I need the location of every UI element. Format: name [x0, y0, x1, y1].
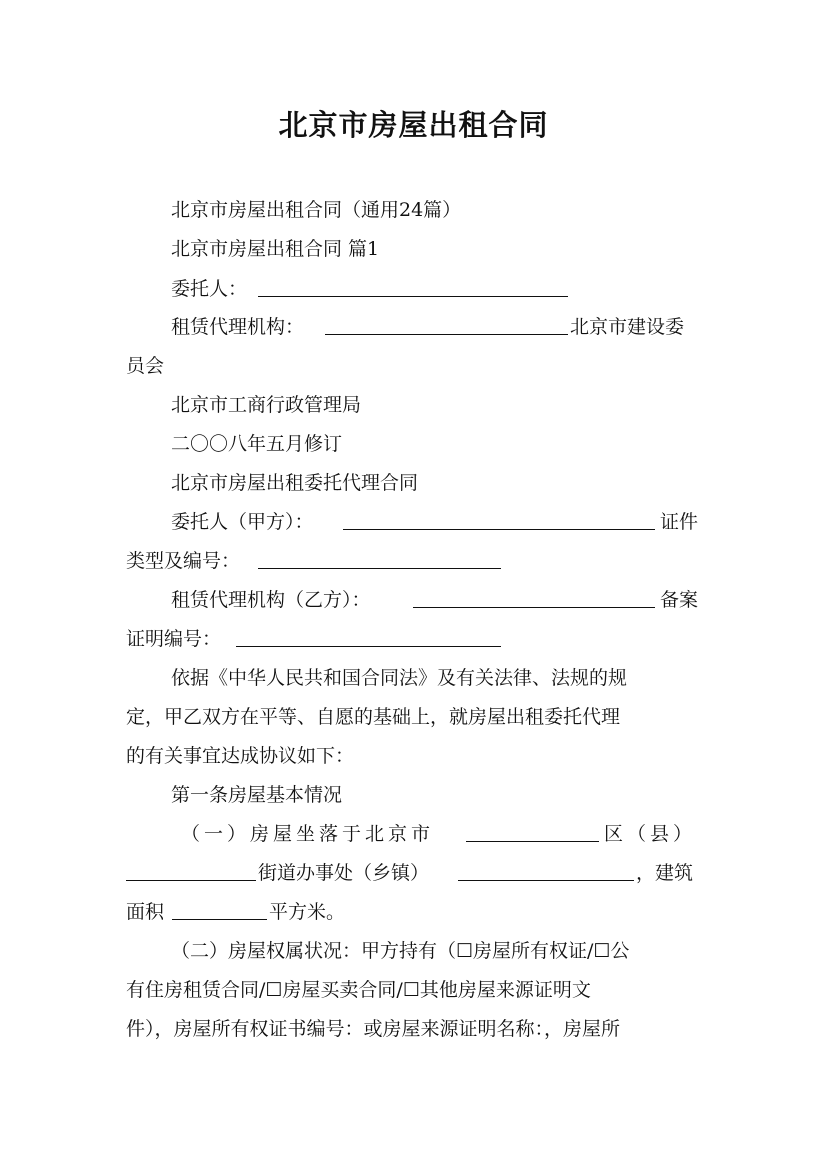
- clause-2-text: 有住房租赁合同/☐房屋买卖合同/☐其他房屋来源证明文: [126, 979, 591, 1001]
- entrustor-label: 委托人：: [171, 278, 248, 300]
- party-a-line: [0, 503, 827, 541]
- issuer-text: 北京市建设委: [570, 316, 685, 338]
- paragraph: [0, 698, 827, 736]
- paragraph: [0, 659, 827, 697]
- agency-label: 租赁代理机构：: [171, 316, 305, 338]
- clause-1-text: 区（县）: [604, 823, 697, 845]
- clause-1-text: （一）房屋坐落于北京市: [181, 823, 435, 845]
- blank-line: [172, 919, 267, 920]
- party-b-reg-label-continued: 证明编号：: [126, 628, 222, 650]
- issuer-2: 北京市工商行政管理局: [171, 394, 362, 416]
- blank-line: [413, 607, 655, 608]
- blank-line: [258, 568, 501, 569]
- revision-date: 二〇〇八年五月修订: [171, 433, 343, 455]
- basis-text: 的有关事宜达成协议如下：: [126, 745, 355, 767]
- party-b-reg-label: 备案: [660, 589, 699, 611]
- clause-1-line: [0, 815, 827, 853]
- party-a-id-label: 证件: [660, 511, 699, 533]
- blank-line: [126, 880, 256, 881]
- paragraph: [0, 191, 827, 229]
- clause-1-text: 面积: [126, 901, 165, 923]
- paragraph: [0, 464, 827, 502]
- clause-1-line: [0, 854, 827, 892]
- clause-1-text: ，建筑: [636, 862, 694, 884]
- paragraph: [0, 386, 827, 424]
- clause-1-text: 平方米。: [269, 901, 346, 923]
- agency-line: [0, 308, 827, 346]
- blank-line: [258, 296, 568, 297]
- paragraph: [0, 971, 827, 1009]
- party-a-label: 委托人（甲方）：: [171, 511, 314, 533]
- clause-1-line: [0, 893, 827, 931]
- party-b-label: 租赁代理机构（乙方）：: [171, 589, 371, 611]
- paragraph: [0, 230, 827, 268]
- paragraph: [0, 932, 827, 970]
- issuer-text-continued: 员会: [126, 355, 165, 377]
- paragraph: [0, 1010, 827, 1048]
- paragraph: [0, 776, 827, 814]
- party-b-reg-line: [0, 620, 827, 658]
- document-title: 北京市房屋出租合同: [278, 108, 549, 142]
- blank-line: [325, 334, 568, 335]
- blank-line: [458, 880, 634, 881]
- collection-heading: 北京市房屋出租合同（通用24篇）: [171, 199, 462, 221]
- paragraph: [0, 425, 827, 463]
- blank-line: [236, 646, 501, 647]
- blank-line: [466, 841, 599, 842]
- paragraph: [0, 347, 827, 385]
- blank-line: [343, 529, 655, 530]
- party-b-line: [0, 581, 827, 619]
- part-heading: 北京市房屋出租合同 篇1: [171, 238, 380, 260]
- contract-name: 北京市房屋出租委托代理合同: [171, 472, 419, 494]
- clause-2-text: 件），房屋所有权证书编号：或房屋来源证明名称：，房屋所: [126, 1018, 621, 1040]
- basis-text: 依据《中华人民共和国合同法》及有关法律、法规的规: [171, 667, 628, 689]
- article-title: 第一条房屋基本情况: [171, 784, 343, 806]
- clause-1-text: 街道办事处（乡镇）: [258, 862, 430, 884]
- party-a-id-label-continued: 类型及编号：: [126, 550, 241, 572]
- paragraph: [0, 737, 827, 775]
- party-a-id-line: [0, 542, 827, 580]
- basis-text: 定，甲乙双方在平等、自愿的基础上，就房屋出租委托代理: [126, 706, 621, 728]
- entrustor-line: [0, 270, 827, 308]
- clause-2-text: （二）房屋权属状况：甲方持有（☐房屋所有权证/☐公: [171, 940, 630, 962]
